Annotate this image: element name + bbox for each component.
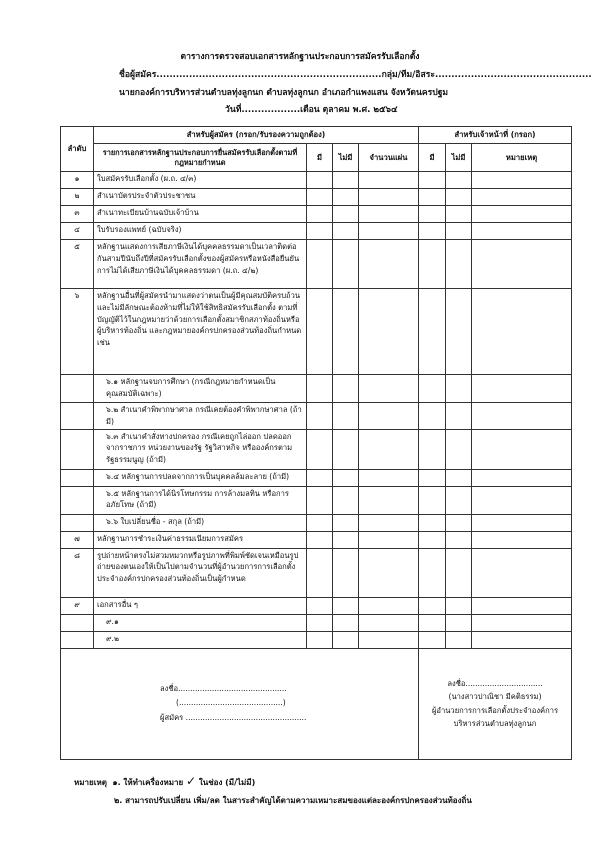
- remark-cell[interactable]: [472, 597, 572, 614]
- position-line: นายกองค์การบริหารส่วนตำบลทุ่งลูกนก ตำบลทุ่งลูกนก อำเภอกำแพงแสน จังหวัดนครปฐม: [119, 88, 449, 98]
- officer-not-cell[interactable]: [446, 223, 472, 240]
- officer-not-cell[interactable]: [446, 403, 472, 430]
- page-count-cell[interactable]: [359, 631, 419, 648]
- table-row: [61, 429, 572, 469]
- not-check-cell[interactable]: [333, 597, 359, 614]
- row-number: [61, 403, 94, 430]
- have-check-cell[interactable]: [307, 486, 333, 514]
- have-check-cell[interactable]: [307, 548, 333, 597]
- have-check-cell[interactable]: [307, 597, 333, 614]
- col-remark: หมายเหตุ: [472, 144, 572, 172]
- row-number: ๕: [61, 240, 94, 289]
- have-check-cell[interactable]: [307, 514, 333, 531]
- remark-cell[interactable]: [472, 289, 572, 375]
- officer-have-cell[interactable]: [419, 429, 446, 469]
- table-row: [61, 614, 572, 631]
- officer-have-cell[interactable]: [419, 631, 446, 648]
- page-count-cell[interactable]: [359, 514, 419, 531]
- page-count-cell[interactable]: [359, 469, 419, 486]
- remark-cell[interactable]: [472, 469, 572, 486]
- officer-not-cell[interactable]: [446, 531, 472, 548]
- row-item-text: หลักฐานแสดงการเสียภาษีเงินได้บุคคลธรรมดาเป็นเวลาติดต่อกันสามปีนับถึงปีที่สมัครรับเลือกตั้งของผู้สมัครหรือหนังสือยืนยันการไม่ได้เสียภาษีเงินได้บุคคลธรรมดา (ผ.ถ. ๔/๒): [94, 240, 307, 289]
- row-item-text: สำเนาทะเบียนบ้านฉบับเจ้าบ้าน: [94, 206, 307, 223]
- officer-have-cell[interactable]: [419, 531, 446, 548]
- officer-have-cell[interactable]: [419, 486, 446, 514]
- page-count-cell[interactable]: [359, 223, 419, 240]
- row-item-text: ๙.๑: [94, 614, 307, 631]
- not-check-cell[interactable]: [333, 403, 359, 430]
- row-number: [61, 514, 94, 531]
- row-item-text: ๖.๕ หลักฐานการได้นิรโทษกรรม การล้างมลทิน หรือการอภัยโทษ (ถ้ามี): [94, 486, 307, 514]
- have-check-cell[interactable]: [307, 240, 333, 289]
- page-count-cell[interactable]: [359, 429, 419, 469]
- remark-cell[interactable]: [472, 531, 572, 548]
- row-number: [61, 614, 94, 631]
- note-1: [74, 774, 255, 789]
- not-check-cell[interactable]: [333, 486, 359, 514]
- officer-not-cell[interactable]: [446, 172, 472, 189]
- officer-not-cell[interactable]: [446, 429, 472, 469]
- officer-not-cell[interactable]: [446, 189, 472, 206]
- applicant-name-line: ชื่อผู้สมัคร.....................................................................กลุ่ม/ทีม/อิสระ................................................: [119, 70, 592, 80]
- officer-not-cell[interactable]: [446, 469, 472, 486]
- table-row: [61, 531, 572, 548]
- note-1-suffix: ในช่อง (มี/ไม่มี): [198, 778, 256, 787]
- row-item-text: ๖.๖ ใบเปลี่ยนชื่อ - สกุล (ถ้ามี): [94, 514, 307, 531]
- page-count-cell[interactable]: [359, 172, 419, 189]
- officer-have-cell[interactable]: [419, 469, 446, 486]
- officer-not-cell[interactable]: [446, 548, 472, 597]
- not-check-cell[interactable]: [333, 289, 359, 375]
- page-count-cell[interactable]: [359, 240, 419, 289]
- officer-have-cell[interactable]: [419, 223, 446, 240]
- table-row: [61, 240, 572, 289]
- not-check-cell[interactable]: [333, 172, 359, 189]
- row-item-text: ๖.๒ สำเนาคำพิพากษาศาล กรณีเคยต้องคำพิพากษาศาล (ถ้ามี): [94, 403, 307, 430]
- table-row: [61, 206, 572, 223]
- officer-role: ผู้อำนวยการการเลือกตั้งประจำองค์การบริหารส่วนตำบลทุ่งลูกนก: [431, 705, 559, 728]
- not-check-cell[interactable]: [333, 223, 359, 240]
- row-number: ๓: [61, 206, 94, 223]
- row-number: [61, 375, 94, 403]
- col-have-officer: มี: [419, 144, 446, 172]
- page-count-cell[interactable]: [359, 531, 419, 548]
- table-row: [61, 223, 572, 240]
- officer-not-cell[interactable]: [446, 597, 472, 614]
- row-number: [61, 631, 94, 648]
- table-row: [61, 375, 572, 403]
- officer-have-cell[interactable]: [419, 403, 446, 430]
- row-item-text: ๖.๓ สำเนาคำสั่งทางปกครอง กรณีเคยถูกไล่ออก ปลดออกจากราชการ หน่วยงานของรัฐ รัฐวิสาหกิจ หรือองค์กรตามรัฐธรรมนูญ (ถ้ามี): [94, 429, 307, 469]
- table-row: [61, 289, 572, 375]
- have-check-cell[interactable]: [307, 429, 333, 469]
- remark-cell[interactable]: [472, 375, 572, 403]
- officer-not-cell[interactable]: [446, 206, 472, 223]
- officer-not-cell[interactable]: [446, 614, 472, 631]
- table-row: [61, 469, 572, 486]
- row-item-text: ๙.๒: [94, 631, 307, 648]
- remark-cell[interactable]: [472, 548, 572, 597]
- row-item-text: เอกสารอื่น ๆ: [94, 597, 307, 614]
- not-check-cell[interactable]: [333, 469, 359, 486]
- officer-have-cell[interactable]: [419, 514, 446, 531]
- table-row: [61, 631, 572, 648]
- applicant-sign-line: ลงชื่อ.............................................: [160, 683, 287, 693]
- officer-not-cell[interactable]: [446, 514, 472, 531]
- row-number: [61, 469, 94, 486]
- officer-name: (นางสาวปาณิชา มีคติธรรม): [448, 692, 542, 702]
- row-number: [61, 429, 94, 469]
- have-check-cell[interactable]: [307, 289, 333, 375]
- not-check-cell[interactable]: [333, 240, 359, 289]
- table-row: [61, 548, 572, 597]
- group-officer: สำหรับเจ้าหน้าที่ (กรอก): [419, 127, 572, 144]
- have-check-cell[interactable]: [307, 375, 333, 403]
- officer-not-cell[interactable]: [446, 375, 472, 403]
- col-not-officer: ไม่มี: [446, 144, 472, 172]
- page-count-cell[interactable]: [359, 486, 419, 514]
- remark-cell[interactable]: [472, 206, 572, 223]
- remark-cell[interactable]: [472, 514, 572, 531]
- not-check-cell[interactable]: [333, 514, 359, 531]
- col-count: จำนวนแผ่น: [359, 144, 419, 172]
- not-check-cell[interactable]: [333, 375, 359, 403]
- row-number: ๑: [61, 172, 94, 189]
- table-row: [61, 403, 572, 430]
- remark-cell[interactable]: [472, 240, 572, 289]
- remark-cell[interactable]: [472, 631, 572, 648]
- officer-have-cell[interactable]: [419, 289, 446, 375]
- not-check-cell[interactable]: [333, 548, 359, 597]
- remark-cell[interactable]: [472, 486, 572, 514]
- checklist-table: [60, 126, 572, 760]
- not-check-cell[interactable]: [333, 189, 359, 206]
- table-row: [61, 172, 572, 189]
- page-count-cell[interactable]: [359, 375, 419, 403]
- col-docs: รายการเอกสารหลักฐานประกอบการยื่นสมัครรับเลือกตั้งตามที่กฎหมายกำหนด: [94, 144, 307, 172]
- row-number: ๙: [61, 597, 94, 614]
- officer-not-cell[interactable]: [446, 631, 472, 648]
- table-row: [61, 597, 572, 614]
- page-count-cell[interactable]: [359, 614, 419, 631]
- have-check-cell[interactable]: [307, 469, 333, 486]
- have-check-cell[interactable]: [307, 631, 333, 648]
- note-label: หมายเหตุ: [74, 778, 107, 787]
- have-check-cell[interactable]: [307, 172, 333, 189]
- row-item-text: รูปถ่ายหน้าตรงไม่สวมหมวกหรือรูปภาพที่พิมพ์ชัดเจนเหมือนรูปถ่ายของตนเองให้เป็นไปตามจำนวนที่ผู้อำนวยการการเลือกตั้งประจำองค์กรปกครองส่วนท้องถิ่นเป็นผู้กำหนด: [94, 548, 307, 597]
- row-number: ๒: [61, 189, 94, 206]
- page-count-cell[interactable]: [359, 548, 419, 597]
- col-seq: ลำดับ: [61, 127, 94, 172]
- not-check-cell[interactable]: [333, 631, 359, 648]
- officer-have-cell[interactable]: [419, 172, 446, 189]
- page-count-cell[interactable]: [359, 597, 419, 614]
- officer-have-cell[interactable]: [419, 189, 446, 206]
- officer-have-cell[interactable]: [419, 240, 446, 289]
- not-check-cell[interactable]: [333, 206, 359, 223]
- row-item-text: ใบสมัครรับเลือกตั้ง (ผ.ถ. ๔/๓): [94, 172, 307, 189]
- row-item-text: ๖.๑ หลักฐานจบการศึกษา (กรณีกฎหมายกำหนดเป็นคุณสมบัติเฉพาะ): [94, 375, 307, 403]
- date-line: วันที่..................เดือน ตุลาคม พ.ศ. ๒๕๖๔: [225, 105, 398, 115]
- remark-cell[interactable]: [472, 429, 572, 469]
- not-check-cell[interactable]: [333, 614, 359, 631]
- row-item-text: ๖.๔ หลักฐานการปลดจากการเป็นบุคคลล้มละลาย (ถ้ามี): [94, 469, 307, 486]
- col-have: มี: [307, 144, 333, 172]
- not-check-cell[interactable]: [333, 531, 359, 548]
- applicant-signature-cell: [61, 648, 419, 759]
- officer-have-cell[interactable]: [419, 548, 446, 597]
- have-check-cell[interactable]: [307, 531, 333, 548]
- row-item-text: ใบรับรองแพทย์ (ฉบับจริง): [94, 223, 307, 240]
- page-count-cell[interactable]: [359, 403, 419, 430]
- row-item-text: หลักฐานการชำระเงินค่าธรรมเนียมการสมัคร: [94, 531, 307, 548]
- remark-cell[interactable]: [472, 223, 572, 240]
- officer-not-cell[interactable]: [446, 486, 472, 514]
- row-number: ๖: [61, 289, 94, 375]
- row-item-text: สำเนาบัตรประจำตัวประชาชน: [94, 189, 307, 206]
- have-check-cell[interactable]: [307, 403, 333, 430]
- page-count-cell[interactable]: [359, 289, 419, 375]
- row-item-text: หลักฐานอื่นที่ผู้สมัครนำมาแสดงว่าตนเป็นผู้มีคุณสมบัติครบถ้วน และไม่มีลักษณะต้องห้ามที่ไม่ให้ใช้สิทธิสมัครรับเลือกตั้ง ตามที่บัญญัติไว้ในกฎหมายว่าด้วยการเลือกตั้งสมาชิกสภาท้องถิ่นหรือผู้บริหารท้องถิ่น และกฎหมายองค์กรปกครองส่วนท้องถิ่นกำหนด เช่น: [94, 289, 307, 375]
- applicant-role: ผู้สมัคร ..................................................: [160, 712, 307, 722]
- remark-cell[interactable]: [472, 614, 572, 631]
- remark-cell[interactable]: [472, 172, 572, 189]
- group-applicant: สำหรับผู้สมัคร (กรอก/รับรองความถูกต้อง): [94, 127, 419, 144]
- note-2: ๒. สามารถปรับเปลี่ยน เพิ่ม/ลด ในสาระสำคัญได้ตามความเหมาะสมของแต่ละองค์กรปกครองส่วนท้องถิ่น: [114, 796, 472, 805]
- row-number: ๗: [61, 531, 94, 548]
- officer-have-cell[interactable]: [419, 597, 446, 614]
- table-row: [61, 486, 572, 514]
- officer-have-cell[interactable]: [419, 206, 446, 223]
- row-number: [61, 486, 94, 514]
- page-count-cell[interactable]: [359, 189, 419, 206]
- row-number: ๘: [61, 548, 94, 597]
- row-number: ๔: [61, 223, 94, 240]
- remark-cell[interactable]: [472, 403, 572, 430]
- not-check-cell[interactable]: [333, 429, 359, 469]
- page-count-cell[interactable]: [359, 206, 419, 223]
- have-check-cell[interactable]: [307, 189, 333, 206]
- officer-not-cell[interactable]: [446, 289, 472, 375]
- officer-sign-line: ลงชื่อ................................: [447, 678, 543, 688]
- have-check-cell[interactable]: [307, 223, 333, 240]
- remark-cell[interactable]: [472, 189, 572, 206]
- col-not: ไม่มี: [333, 144, 359, 172]
- note-1-prefix: ๑. ให้ทำเครื่องหมาย: [112, 778, 184, 787]
- have-check-cell[interactable]: [307, 206, 333, 223]
- table-row: [61, 514, 572, 531]
- check-mark-icon: ✓: [185, 774, 197, 788]
- officer-signature-cell: [419, 648, 572, 759]
- officer-have-cell[interactable]: [419, 375, 446, 403]
- officer-have-cell[interactable]: [419, 614, 446, 631]
- table-row: [61, 189, 572, 206]
- applicant-name-paren: (...........................................): [176, 698, 286, 708]
- officer-not-cell[interactable]: [446, 240, 472, 289]
- have-check-cell[interactable]: [307, 614, 333, 631]
- page-title: ตารางการตรวจสอบเอกสารหลักฐานประกอบการสมัครรับเลือกตั้ง: [180, 52, 420, 62]
